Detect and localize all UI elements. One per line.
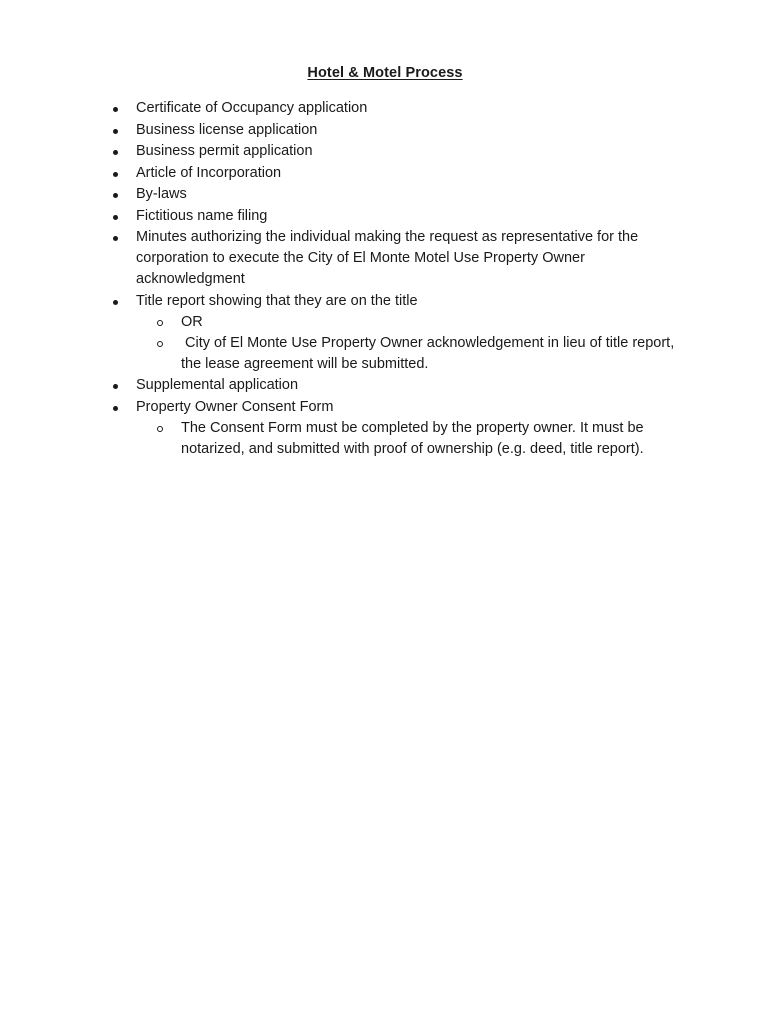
sub-list-item-text: The Consent Form must be completed by the property owner. It must be notarized, and submitted with proof of ownership (e.g. deed, title report). xyxy=(181,419,644,457)
list-item xyxy=(136,120,681,141)
list-item xyxy=(136,206,681,227)
list-item-text: Fictitious name filing xyxy=(136,207,268,224)
list-item-text: Minutes authorizing the individual making the request as representative for the corporation to execute the City of El Monte Motel Use Property Owner acknowledgment xyxy=(136,229,639,287)
bullet-icon xyxy=(113,215,118,220)
bullet-icon xyxy=(113,384,118,389)
circle-bullet-icon xyxy=(157,341,163,347)
bullet-icon xyxy=(113,193,118,198)
sub-list-item xyxy=(181,418,681,460)
bullet-icon xyxy=(113,172,118,177)
list-item xyxy=(136,375,681,396)
page-title: Hotel & Motel Process xyxy=(307,65,463,81)
bullet-icon xyxy=(113,107,118,112)
list-item xyxy=(136,227,681,290)
sub-list xyxy=(136,312,681,375)
bullet-icon xyxy=(113,236,118,241)
list-item xyxy=(136,98,681,119)
sub-list xyxy=(136,418,681,460)
bullet-icon xyxy=(113,300,118,305)
circle-bullet-icon xyxy=(157,320,163,326)
list-item-text: Title report showing that they are on the title xyxy=(136,292,418,309)
sub-list-item xyxy=(181,333,681,375)
sub-list-item xyxy=(181,312,681,333)
bullet-icon xyxy=(113,129,118,134)
list-item-text: Business permit application xyxy=(136,143,313,159)
list-item xyxy=(136,397,681,460)
list-item-text: Property Owner Consent Form xyxy=(136,398,334,415)
list-item-text: Article of Incorporation xyxy=(136,164,282,181)
sub-list-item-text: City of El Monte Use Property Owner acknowledgement in lieu of title report, the lease agreement will be submitted. xyxy=(181,334,679,372)
list-item-text: Business license application xyxy=(136,121,318,138)
list-item xyxy=(136,163,681,184)
list-item-text: Supplemental application xyxy=(136,377,299,393)
list-item xyxy=(136,184,681,205)
list-item-text: By-laws xyxy=(136,186,187,202)
circle-bullet-icon xyxy=(157,426,163,432)
list-item xyxy=(136,291,681,375)
list-item-text: Certificate of Occupancy application xyxy=(136,100,368,116)
bullet-icon xyxy=(113,150,118,155)
bullet-icon xyxy=(113,406,118,411)
sub-list-item-text: OR xyxy=(181,313,203,330)
list-item xyxy=(136,141,681,162)
requirements-list xyxy=(136,98,681,460)
